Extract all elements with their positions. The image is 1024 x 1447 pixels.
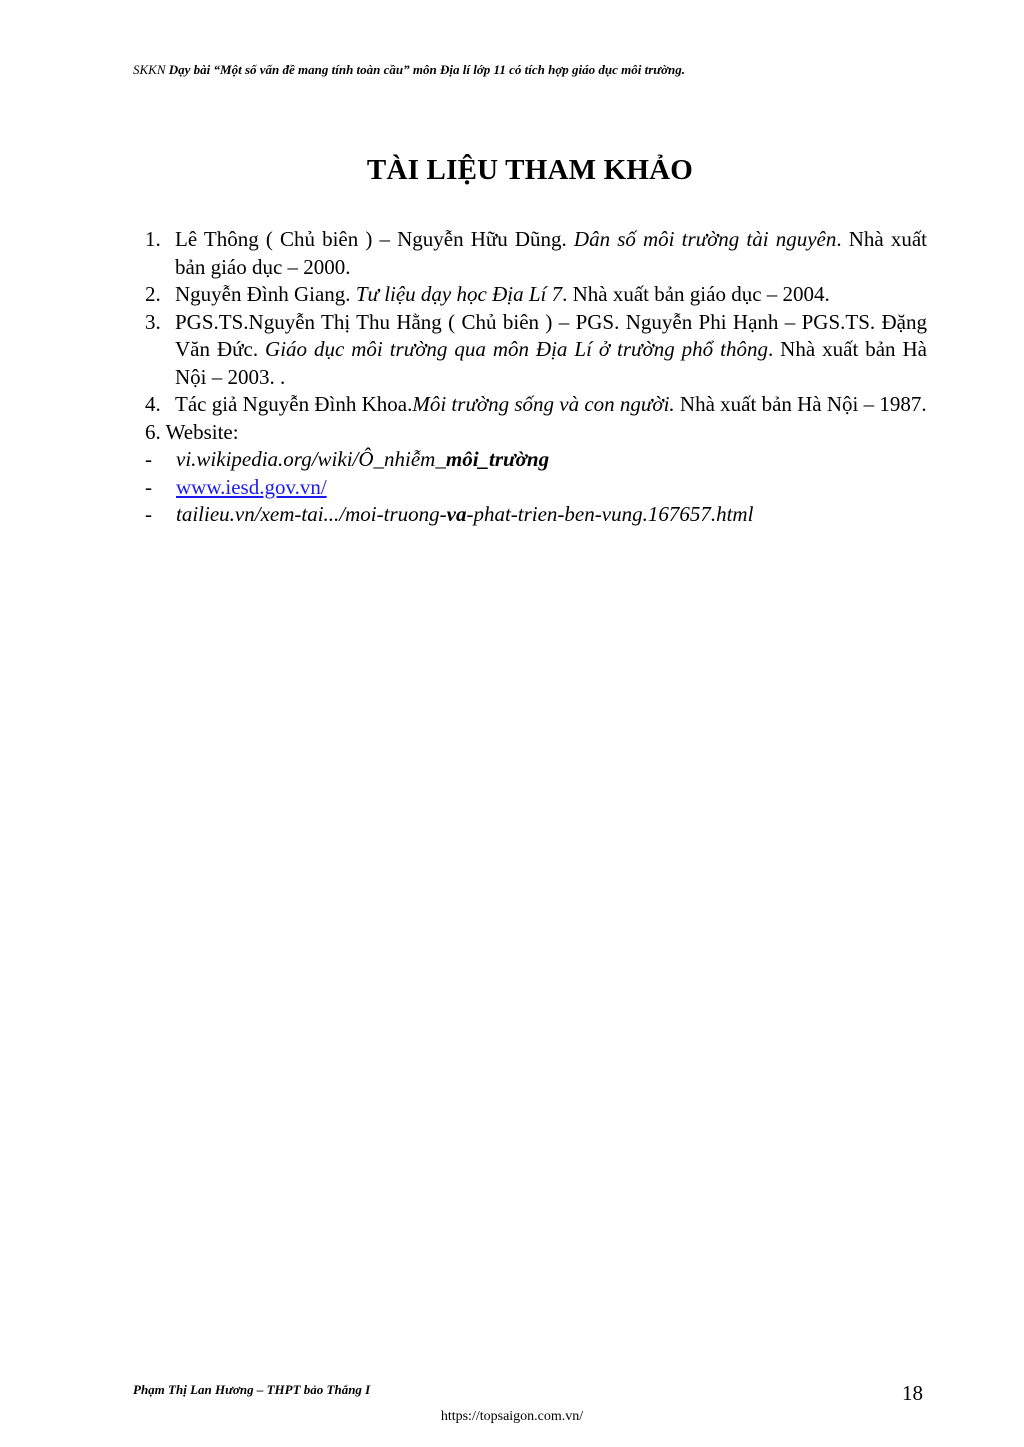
reference-item — [145, 281, 927, 309]
website-tailieu-part3: -phat-trien-ben-vung.167657.html — [466, 502, 754, 526]
reference-author: Tác giả Nguyễn Đình Khoa. — [175, 392, 413, 416]
page-title: TÀI LIỆU THAM KHẢO — [366, 154, 694, 186]
header-prefix: SKKN — [133, 62, 169, 77]
page-number: 18 — [902, 1381, 923, 1405]
bullet-dash: - — [145, 447, 152, 471]
reference-text — [175, 309, 927, 392]
running-header — [133, 62, 933, 78]
reference-work: Dân số môi trường tài nguyên — [573, 227, 837, 251]
bullet-dash: - — [145, 474, 152, 499]
header-text: Dạy bài “Một số vấn đề mang tính toàn cầu” môn Địa lí lớp 11 có tích hợp giáo dục môi trường. — [168, 62, 686, 77]
website-item — [145, 501, 927, 529]
website-heading: 6. Website: — [145, 419, 239, 444]
website-iesd-link[interactable]: www.iesd.gov.vn/ — [176, 474, 327, 499]
reference-item — [145, 309, 927, 392]
website-wikipedia-suffix: môi_trường — [445, 447, 550, 471]
website-wikipedia-prefix: vi.wikipedia.org/wiki/Ô_nhiễm_ — [176, 447, 446, 471]
reference-work: Giáo dục môi trường qua môn Địa Lí ở trường phổ thông — [265, 337, 768, 361]
reference-work: Môi trường sống và con người. — [412, 392, 675, 416]
reference-author: PGS.TS.Nguyễn Thị Thu Hằng ( Chủ biên ) – PGS. Nguyễn Phi Hạnh – PGS.TS. Đặng Văn Đức. — [175, 309, 927, 361]
reference-number: 4. — [145, 392, 161, 416]
reference-text — [175, 226, 927, 281]
reference-number: 1. — [145, 227, 161, 251]
reference-author: Lê Thông ( Chủ biên ) – Nguyễn Hữu Dũng. — [175, 227, 574, 251]
footer-author: Phạm Thị Lan Hương – THPT bảo Thắng I — [133, 1382, 371, 1397]
reference-work: Tư liệu dạy học Địa Lí 7 — [355, 282, 563, 306]
reference-item — [145, 226, 927, 281]
bullet-dash: - — [145, 502, 152, 526]
reference-publisher: . Nhà xuất bản giáo dục – 2000. — [175, 227, 927, 279]
reference-publisher: . Nhà xuất bản giáo dục – 2004. — [562, 282, 830, 306]
reference-author: Nguyễn Đình Giang. — [175, 282, 356, 306]
website-item — [145, 446, 927, 474]
website-tailieu-part1: tailieu.vn/xem-tai.../moi-truong- — [176, 502, 447, 526]
website-item — [145, 474, 927, 502]
website-tailieu-part2: va — [446, 502, 467, 526]
footer-url: https://topsaigon.com.vn/ — [440, 1409, 584, 1424]
reference-list — [145, 226, 927, 529]
reference-publisher: . Nhà xuất bản Hà Nội – 2003. . — [175, 337, 928, 389]
reference-text — [175, 391, 927, 419]
reference-text — [175, 281, 927, 309]
reference-number: 3. — [145, 309, 161, 334]
reference-item — [145, 391, 927, 419]
reference-number: 2. — [145, 282, 161, 306]
reference-publisher: Nhà xuất bản Hà Nội – 1987. — [674, 392, 927, 416]
